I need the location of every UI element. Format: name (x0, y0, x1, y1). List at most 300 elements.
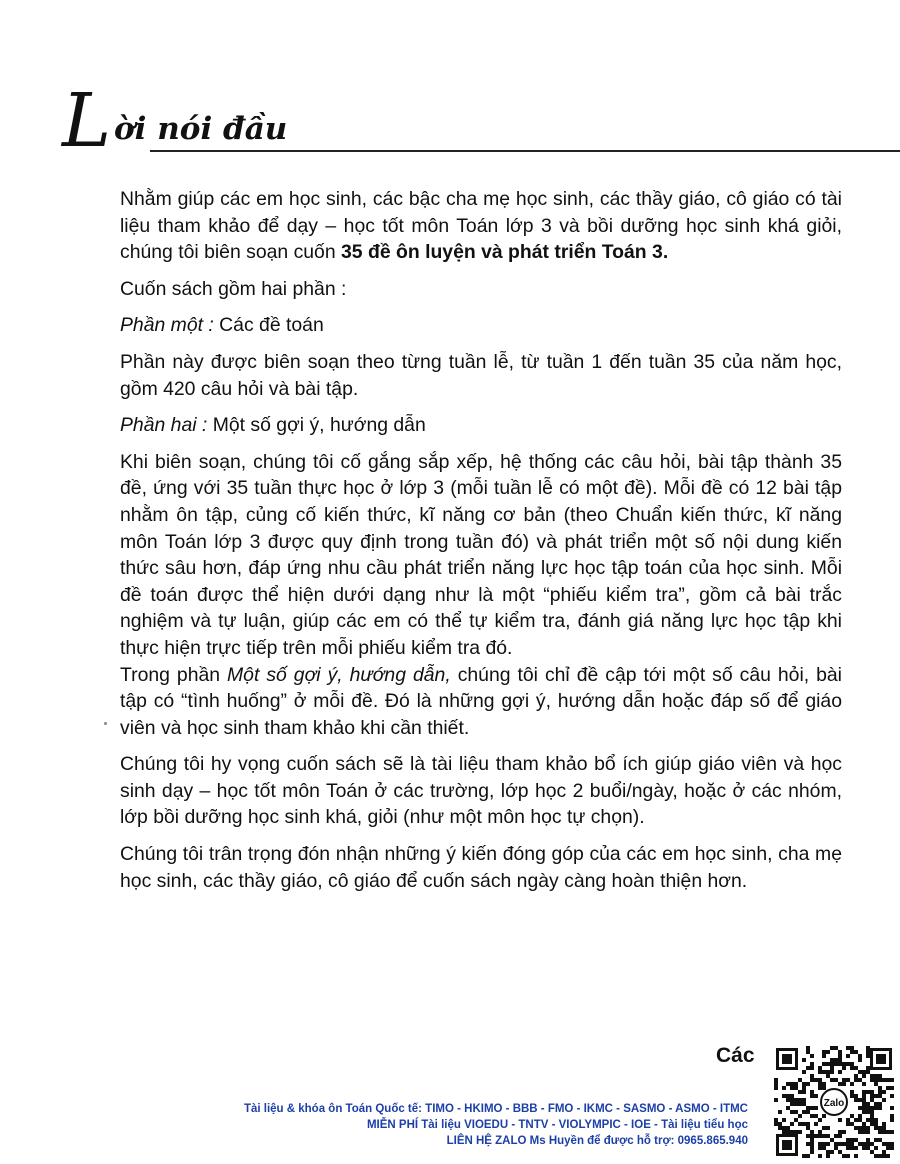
qr-module (790, 1130, 794, 1134)
qr-module (782, 1086, 786, 1090)
qr-module (830, 1062, 834, 1066)
qr-module (810, 1106, 814, 1110)
qr-module (874, 1138, 878, 1142)
qr-module (874, 1078, 878, 1082)
part-one-label: Phần một : (120, 314, 214, 337)
part-two-text: Một số gợi ý, hướng dẫn (207, 414, 426, 437)
qr-module (890, 1114, 894, 1118)
qr-module (814, 1094, 818, 1098)
qr-module (790, 1086, 794, 1090)
qr-module (774, 1122, 778, 1126)
qr-module (862, 1110, 866, 1114)
qr-module (878, 1074, 882, 1078)
page-title: ời nói đầu (114, 111, 288, 147)
qr-module (866, 1050, 870, 1054)
qr-module (870, 1110, 874, 1114)
qr-module (890, 1118, 894, 1122)
qr-module (846, 1138, 850, 1142)
qr-module (802, 1090, 806, 1094)
paragraph-thanks: Chúng tôi trân trọng đón nhận những ý kiến đóng góp của các em học sinh, cha mẹ học sinh, các thầy giáo, cô giáo để cuốn sách ngày càng hoàn thiện hơn. (120, 843, 842, 892)
paragraph-part-one (120, 312, 842, 339)
qr-module (870, 1106, 874, 1110)
qr-module (786, 1082, 790, 1086)
qr-module (810, 1142, 814, 1146)
qr-module (806, 1106, 810, 1110)
qr-module (846, 1062, 850, 1066)
qr-module (866, 1054, 870, 1058)
qr-module (798, 1098, 802, 1102)
qr-module (870, 1074, 874, 1078)
qr-module (830, 1150, 834, 1154)
qr-module (890, 1078, 894, 1082)
qr-module (810, 1114, 814, 1118)
qr-module (826, 1134, 830, 1138)
qr-module (878, 1078, 882, 1082)
qr-module (862, 1106, 866, 1110)
qr-module (814, 1106, 818, 1110)
qr-module (866, 1126, 870, 1130)
qr-module (834, 1046, 838, 1050)
qr-module (794, 1086, 798, 1090)
promo-footer (244, 1101, 748, 1149)
qr-module (822, 1114, 826, 1118)
qr-module (874, 1154, 878, 1158)
qr-module (810, 1066, 814, 1070)
qr-module (858, 1126, 862, 1130)
qr-module (794, 1130, 798, 1134)
qr-module (838, 1058, 842, 1062)
qr-module (866, 1070, 870, 1074)
qr-module (814, 1134, 818, 1138)
qr-module (822, 1054, 826, 1058)
qr-module (850, 1090, 854, 1094)
qr-module (850, 1142, 854, 1146)
qr-module (862, 1126, 866, 1130)
paragraph-hope: Chúng tôi hy vọng cuốn sách sẽ là tài liệu tham khảo bổ ích giúp giáo viên và học sinh dạy – học tốt môn Toán ở các trường, lớp học 2 buổi/ngày, hoặc ở các nhóm, lớp bồi dưỡng học sinh khá, giỏi (như một môn học tự chọn). (120, 753, 842, 829)
qr-module (846, 1154, 850, 1158)
qr-module (878, 1102, 882, 1106)
qr-module (854, 1126, 858, 1130)
qr-module (802, 1110, 806, 1114)
qr-module (858, 1078, 862, 1082)
qr-module (802, 1070, 806, 1074)
qr-module (878, 1094, 882, 1098)
hints-italic: Một số gợi ý, hướng dẫn, (227, 663, 451, 686)
qr-module (814, 1114, 818, 1118)
qr-module (790, 1110, 794, 1114)
paragraph-method: Khi biên soạn, chúng tôi cố gắng sắp xếp, hệ thống các câu hỏi, bài tập thành 35 đề, ứng với 35 tuần thực học ở lớp 3 (mỗi tuần lễ có một đề). Mỗi đề có 12 bài tập nhằm ôn tập, củng cố kiến thức, kĩ năng cơ bản (theo Chuẩn kiến thức, kĩ năng môn Toán lớp 3 được quy định trong tuần đó) và phát triển một số nội dung kiến thức sâu hơn, đáp ứng nhu cầu phát triển năng lực học tập toán của học sinh. Mỗi đề toán được thể hiện dưới dạng như là một “phiếu kiểm tra”, gồm cả bài trắc nghiệm và tự luận, giúp các em có thể tự kiểm tra, đánh giá năng lực học tập khi thực hiện trực tiếp trên mỗi phiếu kiểm tra đó. (120, 450, 842, 659)
qr-module (810, 1078, 814, 1082)
qr-module (822, 1070, 826, 1074)
title-rule (150, 150, 900, 152)
qr-module (838, 1134, 842, 1138)
qr-module (846, 1118, 850, 1122)
qr-module (874, 1074, 878, 1078)
qr-module (830, 1070, 834, 1074)
qr-module (794, 1110, 798, 1114)
qr-module (838, 1062, 842, 1066)
qr-module (838, 1070, 842, 1074)
qr-module (838, 1082, 842, 1086)
qr-module (874, 1102, 878, 1106)
qr-module (866, 1142, 870, 1146)
qr-module (794, 1118, 798, 1122)
qr-module (882, 1126, 886, 1130)
qr-module (850, 1094, 854, 1098)
qr-module (798, 1090, 802, 1094)
qr-module (846, 1046, 850, 1050)
qr-module (866, 1130, 870, 1134)
qr-module (842, 1154, 846, 1158)
hints-text-a: Trong phần (120, 663, 228, 686)
qr-module (854, 1098, 858, 1102)
qr-code-graphic (774, 1046, 894, 1158)
qr-module (862, 1102, 866, 1106)
qr-module (834, 1062, 838, 1066)
qr-module (890, 1086, 894, 1090)
qr-module (826, 1126, 830, 1130)
qr-module (814, 1122, 818, 1126)
qr-module (882, 1122, 886, 1126)
qr-module (862, 1098, 866, 1102)
qr-module (842, 1130, 846, 1134)
qr-module (858, 1058, 862, 1062)
qr-module (842, 1066, 846, 1070)
qr-module (818, 1082, 822, 1086)
qr-module (786, 1126, 790, 1130)
qr-module (886, 1154, 890, 1158)
qr-module (802, 1086, 806, 1090)
qr-module (810, 1094, 814, 1098)
qr-module (806, 1050, 810, 1054)
qr-module (786, 1130, 790, 1134)
qr-module (774, 1078, 778, 1082)
qr-module (838, 1050, 842, 1054)
qr-module (838, 1142, 842, 1146)
qr-module (790, 1102, 794, 1106)
qr-module (834, 1134, 838, 1138)
qr-module (782, 1130, 786, 1134)
paragraph-intro (120, 186, 842, 266)
qr-module (890, 1142, 894, 1146)
promo-line-1: Tài liệu & khóa ôn Toán Quốc tế: TIMO - HKIMO - BBB - FMO - IKMC - SASMO - ASMO - ITMC (243, 1103, 748, 1115)
paragraph-part-one-desc: Phần này được biên soạn theo từng tuần lễ, từ tuần 1 đến tuần 35 của năm học, gồm 420 câu hỏi và bài tập. (120, 350, 842, 400)
qr-module (882, 1130, 886, 1134)
qr-module (802, 1102, 806, 1106)
qr-module (878, 1090, 882, 1094)
qr-module (882, 1142, 886, 1146)
qr-module (858, 1106, 862, 1110)
qr-module (866, 1106, 870, 1110)
part-one-text: Các đề toán (213, 314, 324, 337)
qr-module (854, 1094, 858, 1098)
title-initial: L (62, 78, 112, 164)
qr-module (810, 1074, 814, 1078)
promo-line-2: MIỄN PHÍ Tài liệu VIOEDU - TNTV - VIOLYMPIC - IOE - Tài liệu tiểu học (366, 1119, 748, 1131)
zalo-badge-label: Zalo (823, 1098, 845, 1109)
qr-module (858, 1070, 862, 1074)
qr-module (818, 1154, 822, 1158)
qr-module (846, 1146, 850, 1150)
qr-module (806, 1110, 810, 1114)
qr-module (882, 1154, 886, 1158)
qr-module (810, 1138, 814, 1142)
qr-module (878, 1126, 882, 1130)
qr-module (818, 1078, 822, 1082)
qr-module (886, 1146, 890, 1150)
qr-module (850, 1138, 854, 1142)
qr-module (834, 1058, 838, 1062)
qr-module (810, 1090, 814, 1094)
qr-module (802, 1098, 806, 1102)
qr-module (842, 1062, 846, 1066)
qr-module (870, 1078, 874, 1082)
qr-module (866, 1046, 870, 1050)
qr-module (806, 1142, 810, 1146)
qr-module (830, 1078, 834, 1082)
qr-module (810, 1130, 814, 1134)
preface-body (120, 186, 842, 904)
qr-module (850, 1114, 854, 1118)
qr-module (778, 1126, 782, 1130)
qr-module (874, 1106, 878, 1110)
qr-module (806, 1046, 810, 1050)
qr-module (854, 1078, 858, 1082)
qr-module (790, 1082, 794, 1086)
qr-module (858, 1114, 862, 1118)
qr-module (782, 1126, 786, 1130)
qr-module (826, 1070, 830, 1074)
qr-module (850, 1082, 854, 1086)
qr-module (774, 1082, 778, 1086)
qr-module (826, 1074, 830, 1078)
qr-module (802, 1122, 806, 1126)
qr-module (818, 1086, 822, 1090)
qr-module (858, 1142, 862, 1146)
qr-module (814, 1078, 818, 1082)
qr-module (802, 1058, 806, 1062)
qr-module (782, 1118, 786, 1122)
qr-module (822, 1126, 826, 1130)
qr-module (850, 1046, 854, 1050)
qr-module (822, 1142, 826, 1146)
qr-module (822, 1146, 826, 1150)
qr-module (798, 1122, 802, 1126)
qr-module (850, 1122, 854, 1126)
qr-module (854, 1146, 858, 1150)
qr-module (886, 1086, 890, 1090)
qr-module (890, 1094, 894, 1098)
qr-module (866, 1102, 870, 1106)
qr-module (882, 1098, 886, 1102)
qr-module (870, 1150, 874, 1154)
qr-module (818, 1118, 822, 1122)
qr-module (818, 1146, 822, 1150)
qr-module (866, 1110, 870, 1114)
qr-module (790, 1098, 794, 1102)
qr-module (830, 1046, 834, 1050)
qr-module (858, 1098, 862, 1102)
qr-module (858, 1118, 862, 1122)
qr-module (830, 1066, 834, 1070)
qr-module (862, 1130, 866, 1134)
qr-module (838, 1150, 842, 1154)
qr-module (862, 1090, 866, 1094)
qr-module (826, 1154, 830, 1158)
qr-module (822, 1134, 826, 1138)
qr-module (778, 1110, 782, 1114)
stray-dot (104, 722, 107, 725)
qr-module (886, 1142, 890, 1146)
qr-module (842, 1078, 846, 1082)
promo-line-3: LIÊN HỆ ZALO Ms Huyền để được hỗ trợ: 0965.865.940 (446, 1135, 748, 1147)
qr-module (862, 1146, 866, 1150)
qr-module (818, 1130, 822, 1134)
qr-module (790, 1122, 794, 1126)
qr-module (862, 1070, 866, 1074)
qr-module (850, 1146, 854, 1150)
qr-module (826, 1142, 830, 1146)
qr-module (830, 1138, 834, 1142)
qr-module (806, 1122, 810, 1126)
qr-module (774, 1086, 778, 1090)
qr-module (826, 1062, 830, 1066)
paragraph-part-two (120, 412, 842, 439)
qr-module (818, 1070, 822, 1074)
qr-module (866, 1146, 870, 1150)
qr-module (874, 1118, 878, 1122)
qr-module (886, 1078, 890, 1082)
paragraph-hints (120, 662, 842, 742)
qr-module (838, 1054, 842, 1058)
qr-module (870, 1094, 874, 1098)
qr-module (890, 1106, 894, 1110)
qr-module (826, 1150, 830, 1154)
qr-module (882, 1150, 886, 1154)
qr-module (806, 1066, 810, 1070)
qr-module (810, 1150, 814, 1154)
qr-module (826, 1050, 830, 1054)
qr-module (822, 1086, 826, 1090)
intro-text: Nhằm giúp các em học sinh, các bậc cha mẹ học sinh, các thầy giáo, cô giáo có tài liệu tham khảo để dạy – học tốt môn Toán lớp 3 và bồi dưỡng học sinh khá giỏi, chúng tôi biên soạn cuốn (120, 188, 842, 264)
qr-module (838, 1130, 842, 1134)
qr-module (870, 1098, 874, 1102)
qr-module (850, 1050, 854, 1054)
qr-module (874, 1082, 878, 1086)
qr-module (862, 1074, 866, 1078)
qr-module (818, 1142, 822, 1146)
qr-module (786, 1094, 790, 1098)
qr-module (850, 1062, 854, 1066)
qr-module (794, 1082, 798, 1086)
qr-module (870, 1122, 874, 1126)
paragraph-parts: Cuốn sách gồm hai phần : (120, 277, 347, 300)
book-title: 35 đề ôn luyện và phát triển Toán 3. (341, 241, 669, 264)
qr-module (790, 1094, 794, 1098)
qr-module (854, 1138, 858, 1142)
qr-module (822, 1062, 826, 1066)
qr-module (786, 1098, 790, 1102)
qr-module (834, 1146, 838, 1150)
qr-module (878, 1106, 882, 1110)
hints-text-b: chúng tôi chỉ đề cập tới một số câu hỏi, bài tập có “tình huống” ở mỗi đề. Đó là những gợi ý, hướng dẫn hoặc đáp số để giáo viên và học sinh tham khảo khi cần thiết. (120, 663, 842, 739)
qr-module (810, 1062, 814, 1066)
qr-module (866, 1066, 870, 1070)
qr-module (798, 1102, 802, 1106)
qr-module (822, 1050, 826, 1054)
qr-module (854, 1066, 858, 1070)
qr-module (838, 1118, 842, 1122)
qr-module (882, 1078, 886, 1082)
qr-module (878, 1086, 882, 1090)
qr-module (878, 1138, 882, 1142)
qr-module (846, 1142, 850, 1146)
qr-module (830, 1058, 834, 1062)
qr-module (878, 1130, 882, 1134)
qr-code-icon[interactable] (774, 1046, 894, 1158)
qr-module (854, 1118, 858, 1122)
qr-module (874, 1126, 878, 1130)
qr-module (862, 1122, 866, 1126)
qr-module (782, 1094, 786, 1098)
qr-module (810, 1134, 814, 1138)
qr-module (870, 1090, 874, 1094)
qr-module (806, 1082, 810, 1086)
qr-module (870, 1118, 874, 1122)
qr-module (842, 1142, 846, 1146)
qr-module (858, 1130, 862, 1134)
qr-module (798, 1078, 802, 1082)
qr-module (866, 1118, 870, 1122)
qr-module (794, 1102, 798, 1106)
qr-module (810, 1054, 814, 1058)
signature: Các (716, 1044, 755, 1067)
qr-module (870, 1142, 874, 1146)
qr-module (818, 1134, 822, 1138)
qr-module (890, 1146, 894, 1150)
qr-module (846, 1054, 850, 1058)
qr-module (862, 1082, 866, 1086)
qr-module (846, 1078, 850, 1082)
qr-module (774, 1098, 778, 1102)
qr-module (862, 1094, 866, 1098)
qr-module (806, 1154, 810, 1158)
qr-module (854, 1050, 858, 1054)
qr-module (774, 1118, 778, 1122)
qr-module (866, 1090, 870, 1094)
qr-module (802, 1082, 806, 1086)
part-two-label: Phần hai : (120, 414, 208, 437)
qr-module (834, 1078, 838, 1082)
qr-module (870, 1114, 874, 1118)
qr-module (890, 1130, 894, 1134)
qr-module (778, 1122, 782, 1126)
qr-module (794, 1098, 798, 1102)
qr-module (806, 1126, 810, 1130)
qr-module (874, 1122, 878, 1126)
qr-module (798, 1130, 802, 1134)
qr-module (786, 1106, 790, 1110)
qr-module (810, 1146, 814, 1150)
qr-module (854, 1074, 858, 1078)
qr-module (874, 1094, 878, 1098)
qr-module (822, 1082, 826, 1086)
qr-module (866, 1138, 870, 1142)
qr-module (882, 1090, 886, 1094)
qr-module (850, 1066, 854, 1070)
qr-module (854, 1154, 858, 1158)
qr-module (874, 1146, 878, 1150)
